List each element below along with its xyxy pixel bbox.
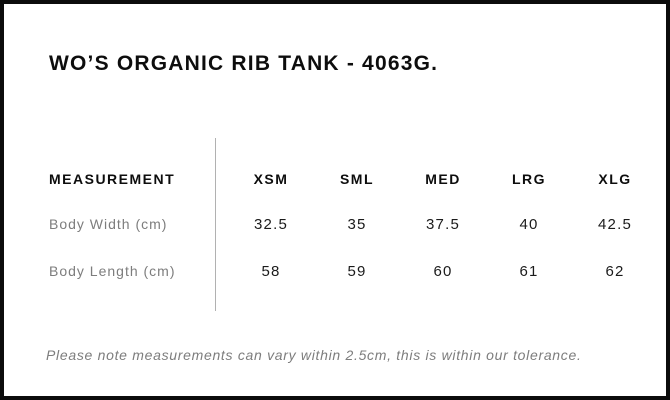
column-header-xsm: XSM <box>253 171 289 187</box>
column-spacer <box>215 247 228 311</box>
product-title: WO’S ORGANIC RIB TANK - 4063G. <box>49 52 439 75</box>
body-length-sml: 59 <box>347 263 367 280</box>
column-spacer <box>215 201 228 247</box>
body-length-xlg: 62 <box>605 263 625 280</box>
body-width-lrg: 40 <box>519 215 539 233</box>
row-label-body-width: Body Width (cm) <box>49 216 168 232</box>
size-chart-table <box>49 138 659 311</box>
row-label-body-length: Body Length (cm) <box>49 263 176 279</box>
column-spacer <box>215 138 228 201</box>
body-width-sml: 35 <box>347 215 367 233</box>
body-length-xsm: 58 <box>261 263 281 280</box>
body-width-xlg: 42.5 <box>598 215 632 233</box>
column-header-sml: SML <box>339 171 375 187</box>
column-header-xlg: XLG <box>598 171 632 187</box>
column-header-med: MED <box>425 171 461 187</box>
body-width-med: 37.5 <box>426 215 460 233</box>
column-header-lrg: LRG <box>511 171 547 187</box>
column-header-measurement: MEASUREMENT <box>49 171 176 187</box>
tolerance-note: Please note measurements can vary within 2.5cm, this is within our tolerance. <box>46 347 582 363</box>
body-width-xsm: 32.5 <box>254 215 288 233</box>
body-length-lrg: 61 <box>519 263 539 280</box>
body-length-med: 60 <box>433 263 453 280</box>
